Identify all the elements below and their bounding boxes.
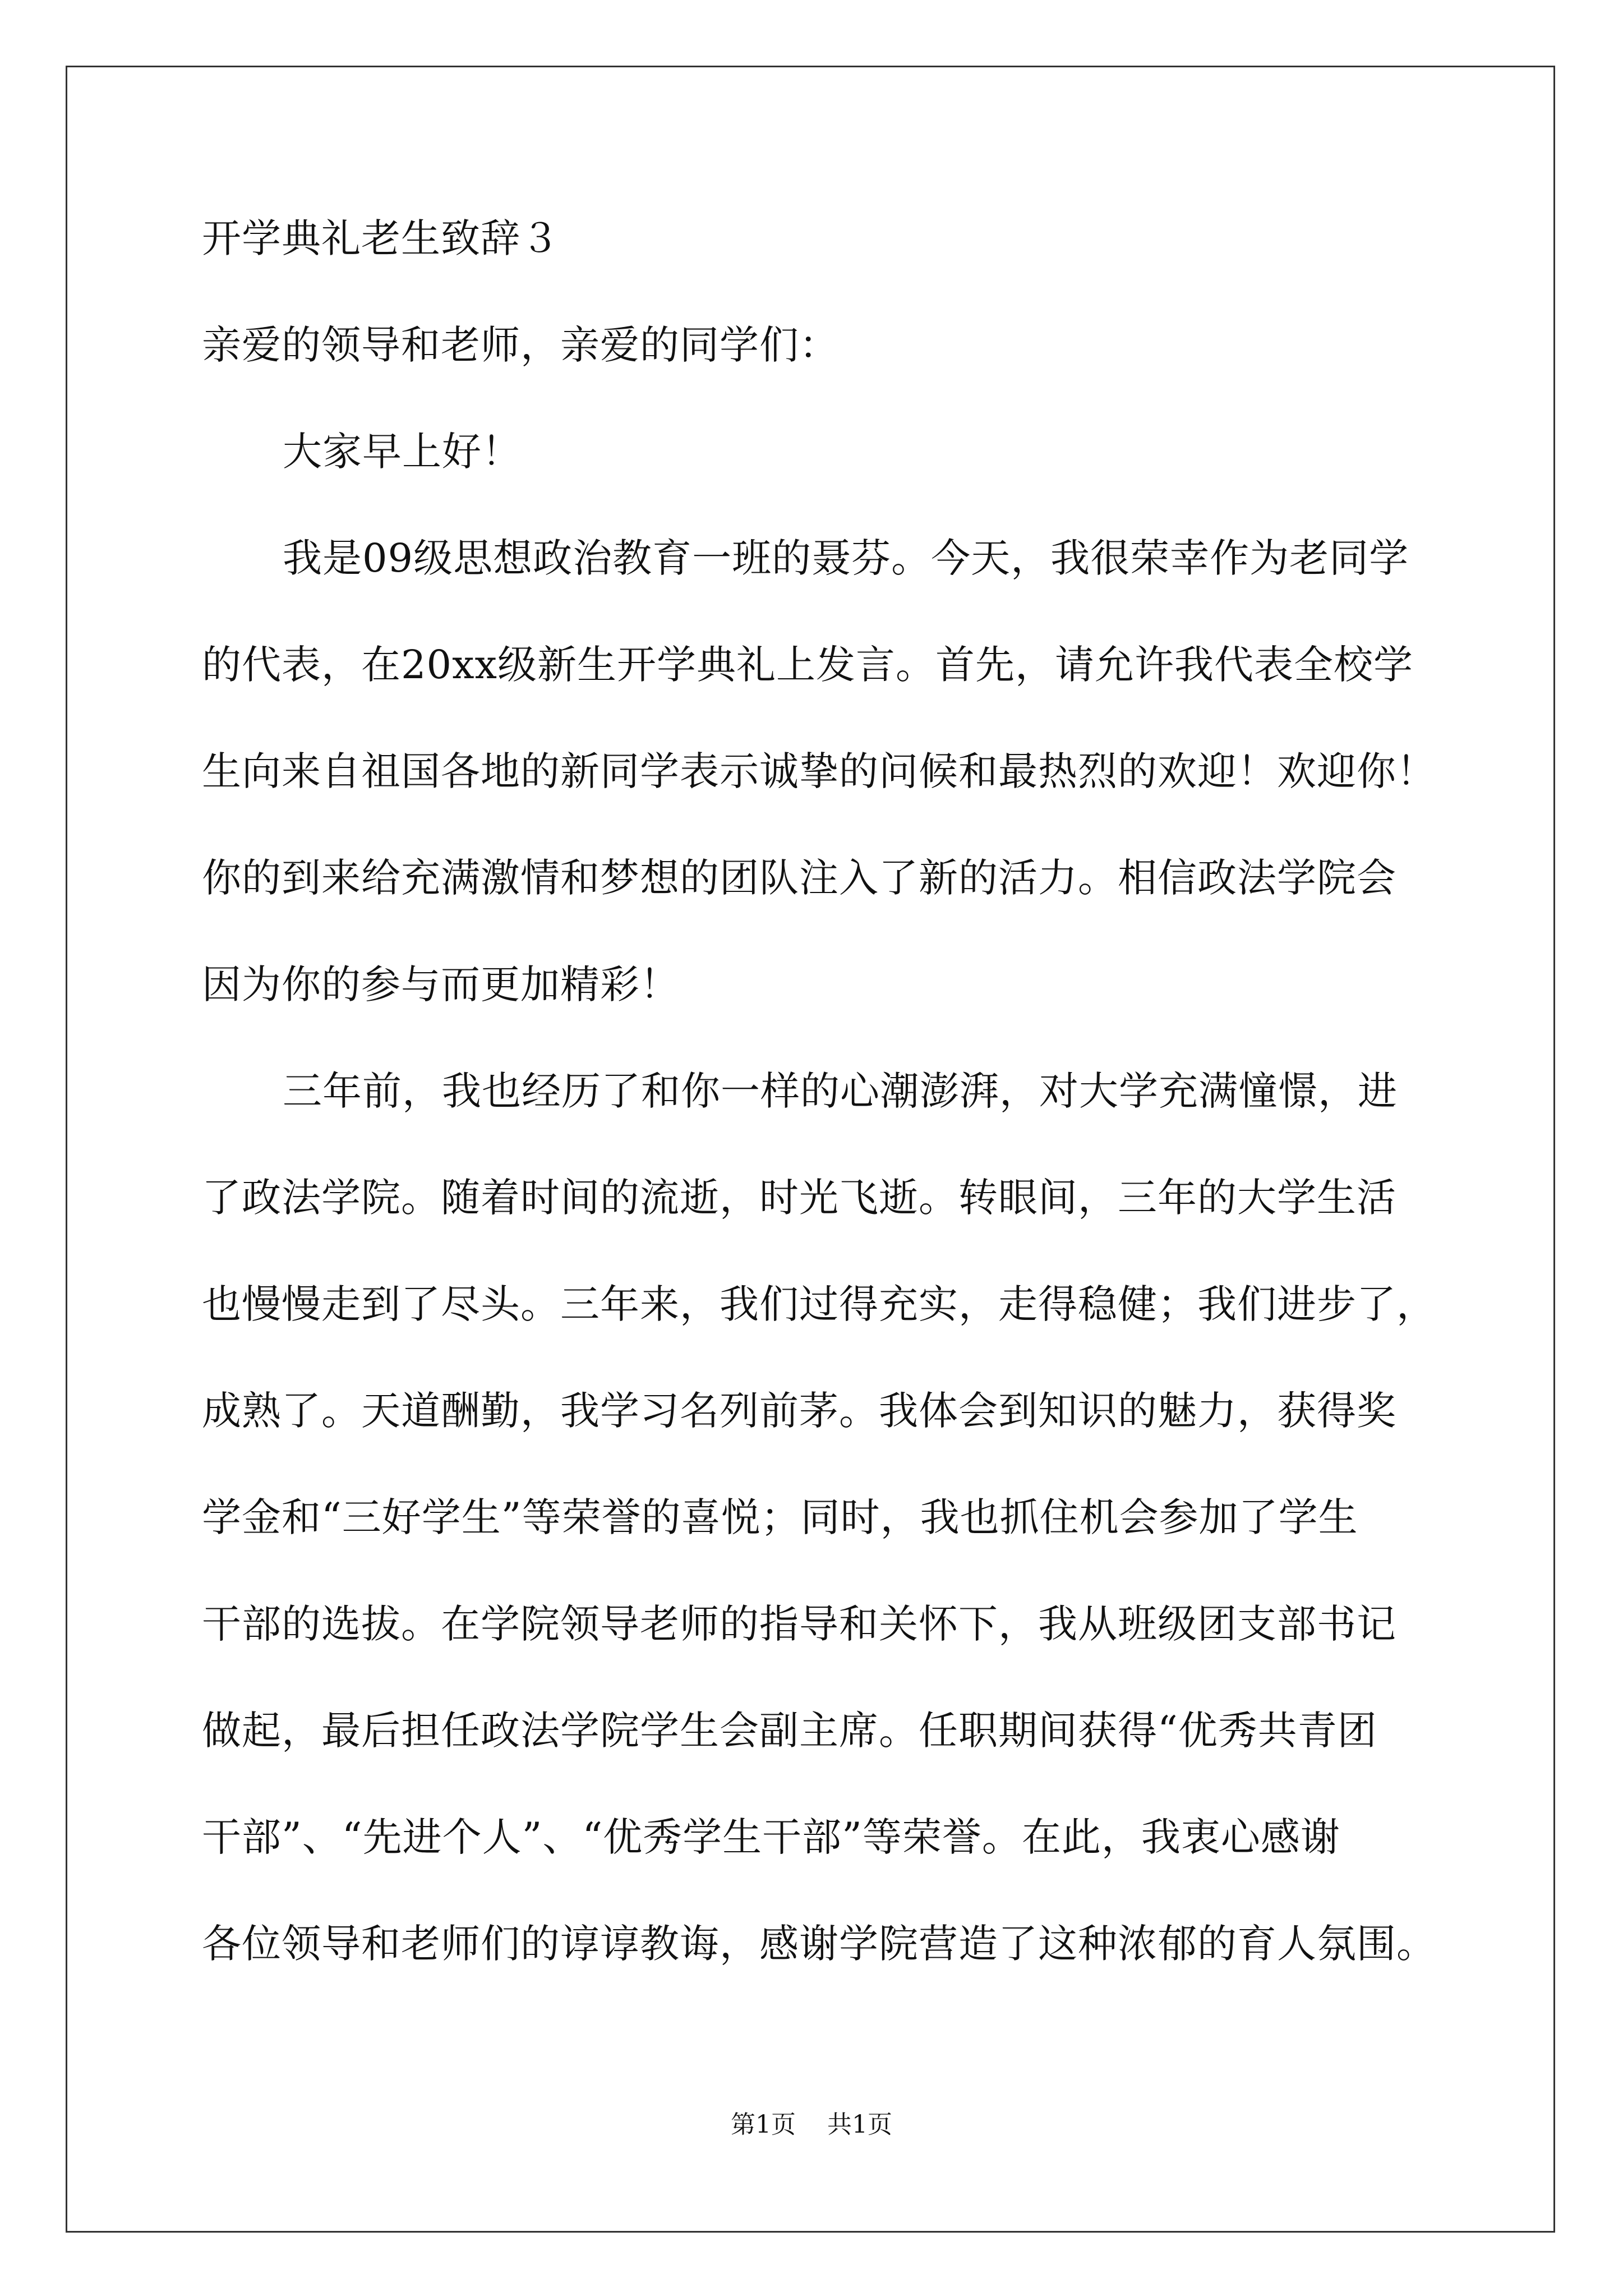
greeting: 大家早上好！ [283, 429, 522, 475]
paragraph-1-line: 的代表，在20xx级新生开学典礼上发言。首先，请允许我代表全校学 [202, 642, 1414, 688]
page-border [66, 66, 1555, 2233]
paragraph-1-line: 因为你的参与而更加精彩！ [202, 961, 680, 1007]
paragraph-2-line: 三年前，我也经历了和你一样的心潮澎湃，对大学充满憧憬，进 [283, 1068, 1398, 1114]
document-title: 开学典礼老生致辞３ [202, 215, 560, 261]
page-footer: 第1页 共1页 [731, 2110, 892, 2139]
paragraph-2-line: 成熟了。天道酬勤，我学习名列前茅。我体会到知识的魅力，获得奖 [202, 1388, 1396, 1434]
paragraph-2-line: 各位领导和老师们的谆谆教诲，感谢学院营造了这种浓郁的育人氛围。 [202, 1921, 1436, 1967]
paragraph-2-line: 做起，最后担任政法学院学生会副主席。任职期间获得“优秀共青团 [202, 1708, 1377, 1754]
paragraph-1-line: 我是09级思想政治教育一班的聂芬。今天，我很荣幸作为老同学 [283, 535, 1409, 581]
paragraph-2-line: 学金和“三好学生”等荣誉的喜悦；同时，我也抓住机会参加了学生 [202, 1494, 1358, 1540]
paragraph-1-line: 生向来自祖国各地的新同学表示诚挚的问候和最热烈的欢迎！欢迎你！ [202, 748, 1436, 794]
salutation: 亲爱的领导和老师，亲爱的同学们： [202, 322, 839, 368]
paragraph-1-line: 你的到来给充满激情和梦想的团队注入了新的活力。相信政法学院会 [202, 855, 1396, 901]
paragraph-2-line: 了政法学院。随着时间的流逝，时光飞逝。转眼间，三年的大学生活 [202, 1175, 1396, 1221]
paragraph-2-line: 也慢慢走到了尽头。三年来，我们过得充实，走得稳健；我们进步了， [202, 1281, 1436, 1327]
paragraph-2-line: 干部”、“先进个人”、“优秀学生干部”等荣誉。在此，我衷心感谢 [202, 1814, 1340, 1860]
paragraph-2-line: 干部的选拔。在学院领导老师的指导和关怀下，我从班级团支部书记 [202, 1601, 1396, 1647]
